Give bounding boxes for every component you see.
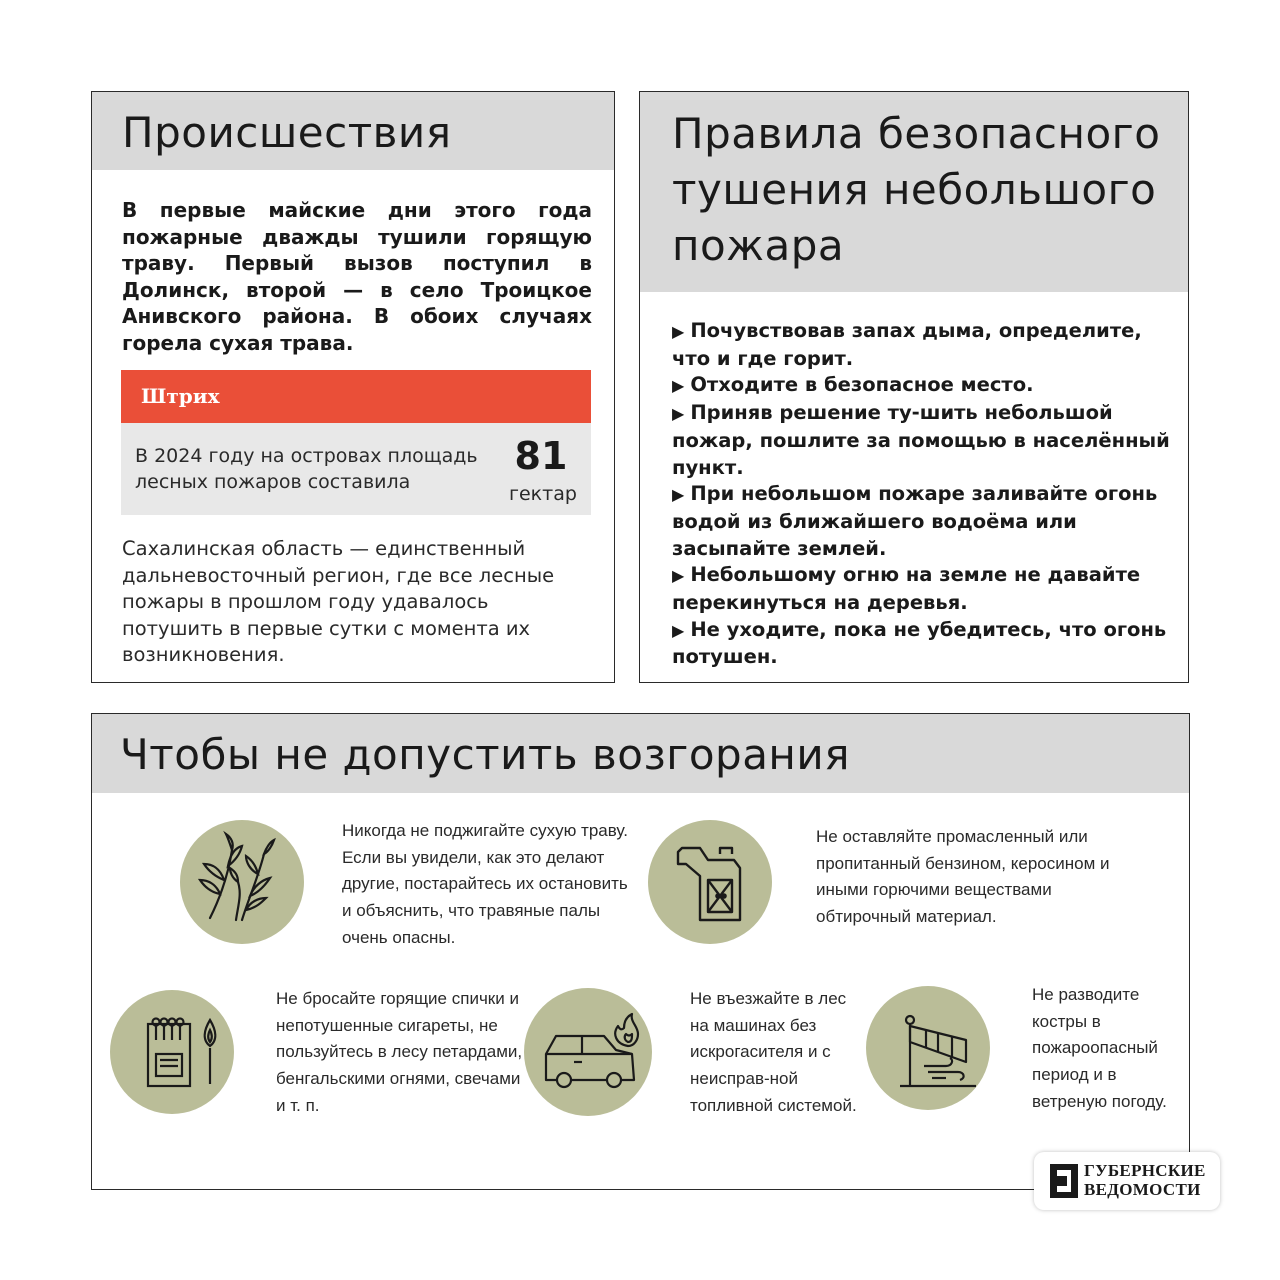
windsock-icon [866, 986, 990, 1110]
rule-item [672, 481, 1172, 562]
triangle-bullet-icon: ▶ [672, 322, 685, 341]
rule-text: Приняв решение ту-шить небольшой пожар, пошлите за помощью в населённый пункт. [672, 401, 1170, 479]
logo-line-1: ГУБЕРНСКИЕ [1084, 1161, 1206, 1180]
tip-text: Никогда не поджигайте сухую траву. Если вы увидели, как это делают другие, постарайтесь их остановить и объяснить, что травяные палы очень опасны. [342, 821, 628, 947]
rules-list [672, 318, 1172, 671]
stat-label-bar [121, 370, 591, 423]
rule-text: Небольшому огню на земле не давайте перекинуться на деревья. [672, 563, 1141, 615]
incidents-title: Происшествия [122, 108, 452, 157]
rule-text: Почувствовав запах дыма, определите, что и где горит. [672, 319, 1142, 370]
rule-text: Не уходите, пока не убедитесь, что огонь потушен. [672, 617, 1167, 669]
rules-header [640, 92, 1188, 292]
triangle-bullet-icon: ▶ [672, 376, 685, 396]
matches-icon [110, 990, 234, 1114]
tip-text: Не бросайте горящие спички и непотушенные сигареты, не пользуйтесь в лесу петардами, бенгальскими огнями, свечами и т. п. [276, 989, 523, 1115]
incidents-header [92, 92, 614, 170]
rule-item [672, 400, 1172, 481]
car-fire-icon [524, 988, 652, 1116]
rules-panel [639, 91, 1189, 683]
triangle-bullet-icon: ▶ [672, 620, 685, 640]
rules-title: Правила безопасного тушения небольшого пожара [672, 109, 1161, 270]
rule-item [672, 318, 1172, 372]
tip-text: Не оставляйте промасленный или пропитанный бензином, керосином и иными горючими веществами обтирочный материал. [816, 827, 1110, 927]
incidents-lead: В первые майские дни этого года пожарные дважды тушили горящую траву. Первый вызов поступил в Долинск, второй — в село Троицкое Анивского района. В обоих случаях горела сухая трава. [122, 198, 592, 355]
incidents-note: Сахалинская область — единственный дальневосточный регион, где все лесные пожары в прошлом году удавалось потушить в первые сутки с момента их возникновения. [122, 537, 555, 666]
rule-text: Отходите в безопасное место. [690, 373, 1034, 397]
stat-text: В 2024 году на островах площадь лесных пожаров составила [135, 445, 478, 493]
logo-line-2: ВЕДОМОСТИ [1084, 1180, 1201, 1199]
canister-icon [648, 820, 772, 944]
prevention-header [92, 714, 1189, 793]
prevention-title: Чтобы не допустить возгорания [120, 730, 850, 779]
logo-mark-icon [1050, 1164, 1078, 1198]
tip-text: Не въезжайте в лес на машинах без искрогасителя и с неисправ-ной топливной системой. [690, 989, 857, 1115]
rule-text: При небольшом пожаре заливайте огонь водой из ближайшего водоёма или засыпайте землей. [672, 482, 1158, 560]
rule-item [672, 617, 1172, 671]
prevention-panel [91, 713, 1190, 1190]
grass-icon [180, 820, 304, 944]
rule-item [672, 562, 1172, 616]
stat-value: 81 [514, 434, 568, 478]
tip-text: Не разводите костры в пожароопасный период и в ветреную погоду. [1032, 985, 1167, 1111]
stat-label: Штрих [141, 384, 220, 408]
stat-unit: гектар [509, 483, 577, 505]
rule-item [672, 372, 1172, 400]
publisher-logo [1034, 1152, 1220, 1210]
incidents-panel [91, 91, 615, 683]
triangle-bullet-icon: ▶ [672, 485, 685, 505]
triangle-bullet-icon: ▶ [672, 566, 685, 586]
stat-box [121, 423, 591, 515]
triangle-bullet-icon: ▶ [672, 404, 685, 424]
